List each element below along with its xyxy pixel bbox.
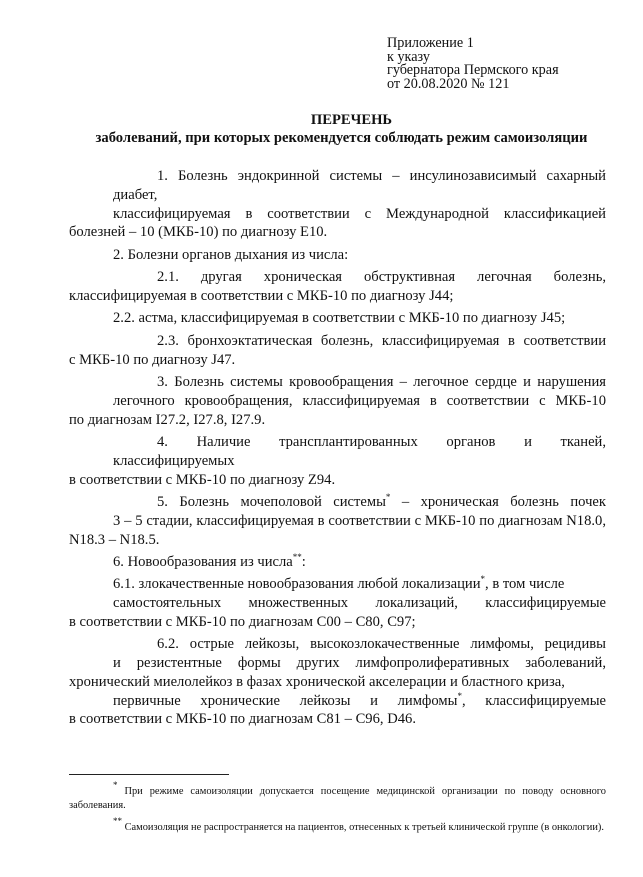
text-line: 2. Болезни органов дыхания из числа:: [113, 246, 349, 263]
list-item-2-3: [69, 332, 606, 370]
text-line: самостоятельных множественных локализаций, классифицируемые: [113, 595, 606, 612]
text-line: [69, 553, 606, 572]
text-segment: , в том числе: [485, 576, 565, 593]
appendix-line: Приложение 1: [387, 35, 474, 51]
appendix-line: от 20.08.2020 № 121: [387, 75, 510, 92]
text-line: 2.3. бронхоэктатическая болезнь, классифицируемая в соответствии: [157, 332, 606, 349]
text-line: классифицируемая в соответствии с Международной классификацией: [113, 205, 606, 222]
text-line: с МКБ-10 по диагнозу J47.: [69, 351, 236, 368]
text-line: по диагнозам I27.2, I27.8, I27.9.: [69, 411, 266, 428]
footnote-separator: [69, 774, 229, 775]
text-line: 3. Болезнь системы кровообращения – легочное сердце и нарушения: [157, 373, 606, 390]
document-body: [69, 167, 606, 733]
text-line: 2.2. астма, классифицируемая в соответствии с МКБ-10 по диагнозу J45;: [113, 310, 566, 327]
text-line: в соответствии с МКБ-10 по диагнозам С00 – С80, С97;: [69, 613, 416, 630]
text-segment: первичные хронические лейкозы и лимфомы: [113, 692, 458, 709]
text-line: 2.1. другая хроническая обструктивная легочная болезнь,: [157, 269, 606, 286]
appendix-header: [387, 37, 559, 91]
text-line: и резистентные формы других лимфопролиферативных заболеваний,: [113, 655, 606, 672]
text-line: болезней – 10 (МКБ-10) по диагнозу Е10.: [69, 224, 328, 241]
text-line: хронический миелолейкоз в фазах хронической акселерации и бластного криза,: [69, 673, 565, 690]
footnote-mark: **: [113, 816, 122, 826]
text-line: [69, 493, 606, 512]
text-line: N18.3 – N18.5.: [69, 531, 160, 548]
list-item-6-1: [69, 575, 606, 631]
footnote-mark: **: [292, 551, 302, 562]
list-item-6: [69, 553, 606, 572]
text-line: легочного кровообращения, классифицируемая в соответствии с МКБ-10: [113, 392, 606, 409]
text-segment: 6.1. злокачественные новообразования любой локализации: [113, 576, 481, 593]
list-item-6-2: [69, 635, 606, 729]
list-item-1: [69, 167, 606, 242]
footnote-mark: *: [480, 574, 486, 585]
footnote-1: [69, 780, 606, 813]
text-line: в соответствии с МКБ-10 по диагнозам С81 – С96, D46.: [69, 711, 416, 728]
footnote-mark: *: [385, 491, 391, 502]
text-line: классифицируемая в соответствии с МКБ-10 по диагнозу J44;: [69, 287, 454, 304]
list-item-4: [69, 433, 606, 489]
text-line: [69, 575, 606, 594]
text-line: 3 – 5 стадии, классифицируемая в соответствии с МКБ-10 по диагнозам N18.0,: [113, 512, 606, 529]
footnote-text: При режиме самоизоляции допускается посещение медицинской организации по поводу основного заболевания.: [69, 786, 606, 811]
footnote-text: Самоизоляция не распространяется на пациентов, отнесенных к третьей клинической группе (в онкологии).: [124, 822, 604, 833]
appendix-line: к указу: [387, 48, 430, 65]
list-item-2: [69, 246, 606, 265]
text-line: [69, 692, 606, 711]
list-item-2-1: [69, 268, 606, 306]
text-line: 1. Болезнь эндокринной системы – инсулинозависимый сахарный диабет,: [113, 168, 606, 203]
text-segment: – хроническая болезнь почек: [401, 493, 606, 510]
footnote-mark: *: [457, 690, 462, 701]
document-title: ПЕРЕЧЕНЬ: [310, 112, 393, 128]
document-subtitle: заболеваний, при которых рекомендуется соблюдать режим самоизоляции: [95, 130, 588, 146]
list-item-3: [69, 373, 606, 429]
list-item-2-2: [69, 309, 606, 328]
text-segment: :: [301, 553, 306, 570]
text-line: 6.2. острые лейкозы, высокозлокачественные лимфомы, рецидивы: [157, 636, 606, 653]
text-line: 4. Наличие трансплантированных органов и тканей, классифицируемых: [113, 433, 606, 469]
list-item-5: [69, 493, 606, 549]
footnote-2: [69, 816, 606, 835]
text-segment: , классифицируемые: [461, 692, 606, 709]
text-segment: 5. Болезнь мочеполовой системы: [157, 493, 386, 510]
text-segment: 6. Новообразования из числа: [113, 553, 293, 570]
appendix-line: губернатора Пермского края: [387, 62, 559, 78]
footnote-mark: *: [113, 780, 118, 790]
text-line: в соответствии с МКБ-10 по диагнозу Z94.: [69, 471, 336, 488]
